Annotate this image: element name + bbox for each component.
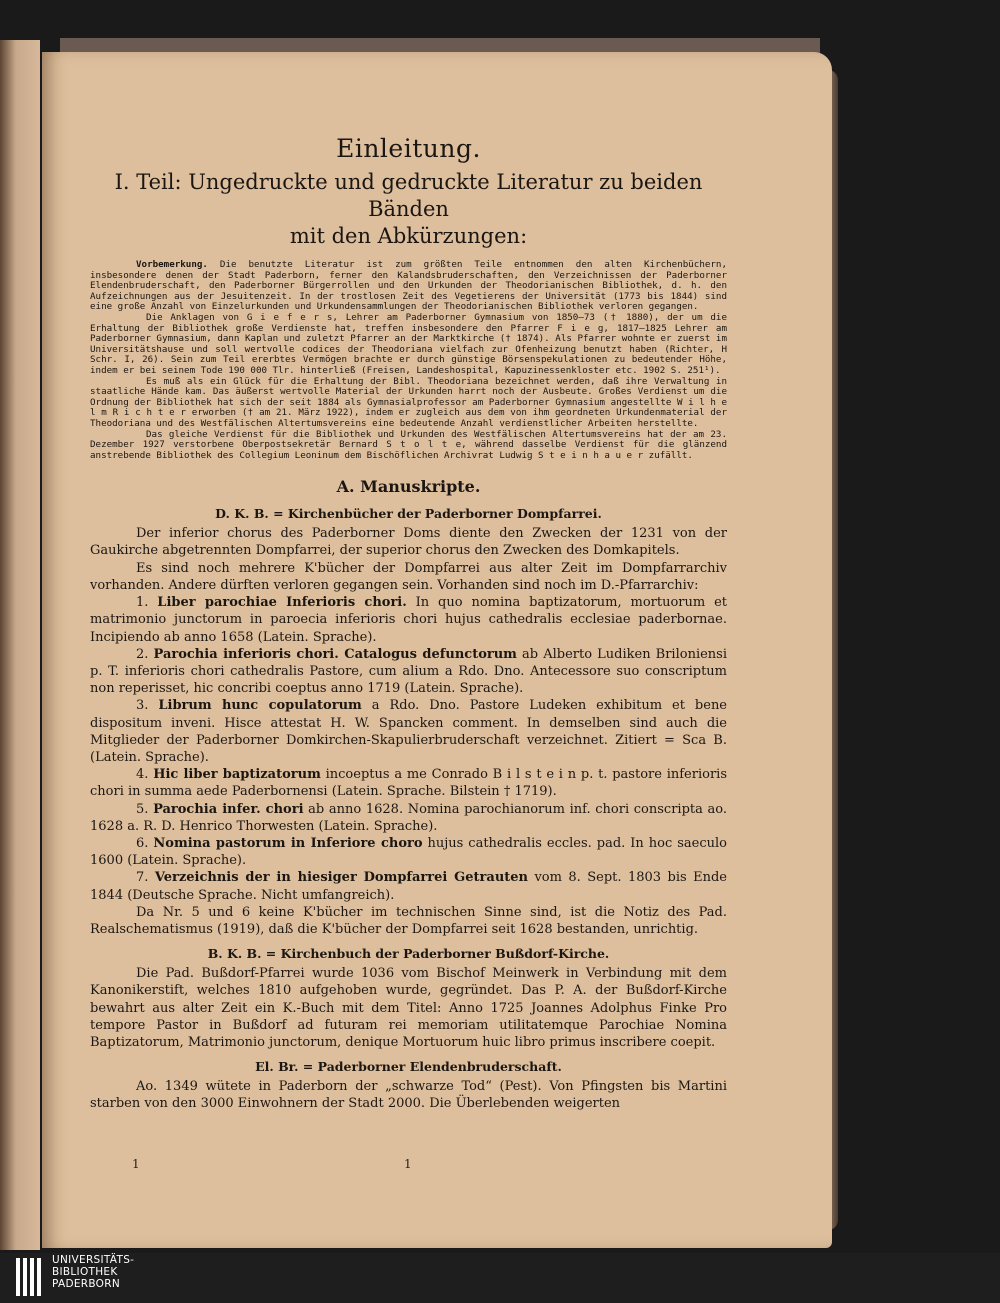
bkb-heading: B. K. B. = Kirchenbuch der Paderborner Bußdorf-Kirche. [207,946,610,962]
dkb-paragraph-3: Da Nr. 5 und 6 keine K'bücher im technischen Sinne sind, ist die Notiz des Pad. Realschematismus (1919), daß die K'bücher der Dompfarrei seit 1628 bestanden, unrichtig. [90,904,727,937]
bkb-body [90,965,727,1051]
dkb-item-text: incoeptus a me Conrado B i l s t e i n p. t. pastore inferioris chori in summa aede Paderbornensi (Latein. Sprache. Bilstein † 1719). [90,767,727,800]
page-title: Einleitung. [336,134,481,163]
dkb-item-text: hujus cathedralis eccles. pad. In hoc saeculo 1600 (Latein. Sprache). [90,835,727,869]
dkb-item-text: In quo nomina baptizatorum, mortuorum et matrimonio junctorum in paroecia inferioris chori hujus cathedralis ecclesiae paderbornae. Incipiendo ab anno 1658 (Latein. Sprache). [90,595,727,645]
dkb-item-title: Hic liber baptizatorum [153,767,321,783]
dkb-item-number: 4. [136,767,149,783]
part-title-line2: mit den Abkürzungen: [289,224,528,248]
bkb-paragraph-1: Die Pad. Bußdorf-Pfarrei wurde 1036 vom Bischof Meinwerk in Verbindung mit dem Kanonikerstift, welches 1810 aufgehoben wurde, gegründet. Das P. A. der Bußdorf-Kirche bewahrt aus alter Zeit ein K.-Buch mit dem Titel: Anno 1725 Joannes Adolphus Finke Pro tempore Pastor in Bußdorf ad futuram rei memoriam utilitatemque Parochiae Nomina Baptizatorum, Matrimonio junctorum, denique Mortuorum huic libro primus inscribere coepit. [90,966,727,1050]
dkb-list-item [90,594,727,646]
preface-paragraph-2: Die Anklagen von G i e f e r s, Lehrer am Paderborner Gymnasium von 1850—73 († 1880), der um die Erhaltung der Bibliothek große Verdienste hat, treffen insbesondere den Pfarrer F i e g, 1817—1825 Lehrer am Paderborner Gymnasium, dann Kaplan und zuletzt Pfarrer an der Marktkirche († 1874). Als Pfarrer wohnte er zuerst im Universitätshause und soll wertvolle codices der Theodoriana vielfach zur Ofenheizung benutzt haben (Richter, H Schr. I, 26). Sein zum Teil ererbtes Vermögen brachte er durch günstige Börsenspekulationen zu bedeutender Höhe, indem er bei seinem Tode 190 000 Tlr. hinterließ (Freisen, Landeshospital, Kapuzinessenkloster etc. 1902 S. 251¹). [90,311,727,376]
dkb-item-text: a Rdo. Dno. Pastore Ludeken exhibitum et bene dispositum inveni. Hisce attestat H. W. Spancken comment. In demselben sind auch die Mitglieder der Paderborner Domkirchen-Skapulierbruderschaft verzeichnet. Zitiert = Sca B. (Latein. Sprache). [90,698,728,765]
dkb-item-title: Nomina pastorum in Inferiore choro [153,835,423,851]
page-content [90,134,727,1113]
library-name-line3: PADERBORN [52,1278,120,1290]
dkb-item-number: 1. [136,595,149,611]
section-a-title: A. Manuskripte. [336,477,481,497]
dkb-item-number: 3. [136,698,149,714]
dkb-item-title: Parochia infer. chori [153,801,304,817]
dkb-list-item [90,835,727,869]
library-name-line2: BIBLIOTHEK [52,1266,118,1278]
footer-left-number: 1 [132,1157,140,1171]
dkb-item-text: ab Alberto Ludiken Briloniensi p. T. inferioris chori cathedralis Pastore, cum alium a Rdo. Dno. Antecessore suo conscriptum non reperisset, hic concribi coeptus anno 1719 (Latein. Sprache). [90,646,727,697]
part-title [90,169,727,250]
elbr-paragraph-1: Ao. 1349 wütete in Paderborn der „schwarze Tod“ (Pest). Von Pfingsten bis Martini starben von den 3000 Einwohnern der Stadt 2000. Die Überlebenden weigerten [90,1079,727,1112]
elbr-body [90,1078,727,1112]
dkb-list-item [90,766,727,800]
dkb-item-text: vom 8. Sept. 1803 bis Ende 1844 (Deutsche Sprache. Nicht umfangreich). [90,870,727,903]
elbr-heading: El. Br. = Paderborner Elendenbruderschaft. [255,1059,562,1075]
dkb-item-text: ab anno 1628. Nomina parochianorum inf. chori conscripta ao. 1628 a. R. D. Henrico Thorwesten (Latein. Sprache). [90,801,727,834]
dkb-body [90,525,727,938]
dkb-heading: D. K. B. = Kirchenbücher der Paderborner Dompfarrei. [215,506,602,522]
preface-lead: Vorbemerkung. [136,259,208,270]
preface-paragraph-3: Es muß als ein Glück für die Erhaltung der Bibl. Theodoriana bezeichnet werden, daß ihre Verwaltung in staatliche Hände kam. Das äußerst wertvolle Material der Urkunden harrt noch der Ausbeute. Großes Verdienst um die Ordnung der Bibliothek hat sich der seit 1884 als Gymnasialprofessor am Paderborner Gymnasium angestellte W i l h e l m R i c h t e r erworben († am 21. März 1922), indem er zugleich aus dem von ihm geordneten Urkundenmaterial der Theodoriana und des Westfälischen Altertumsvereins eine bedeutende Anzahl verdienstlicher Arbeiten herstellte. [90,375,727,429]
dkb-item-title: Parochia inferioris chori. Catalogus defunctorum [153,646,517,662]
dkb-item-number: 5. [136,801,149,817]
dkb-list-item [90,697,727,766]
dkb-item-title: Verzeichnis der in hiesiger Dompfarrei Getrauten [154,870,529,886]
previous-page-edge [0,40,40,1250]
dkb-paragraph-2: Es sind noch mehrere K'bücher der Dompfarrei aus alter Zeit im Dompfarrarchiv vorhanden. Andere dürften verloren gegangen sein. Vorhanden sind noch im D.-Pfarrarchiv: [90,560,727,593]
dkb-list-item [90,801,727,835]
dkb-item-number: 2. [136,646,149,662]
dkb-paragraph-1: Der inferior chorus des Paderborner Doms diente den Zwecken der 1231 von der Gaukirche abgetrennten Dompfarrei, der superior chorus den Zwecken des Domkapitels. [90,526,727,559]
library-name [52,1254,134,1290]
preface-paragraph-4: Das gleiche Verdienst für die Bibliothek und Urkunden des Westfälischen Altertumsvereins hat der am 23. Dezember 1927 verstorbene Oberpostsekretär Bernard S t o l t e, während dasselbe Verdienst für die glänzend anstrebende Bibliothek des Collegium Leoninum dem Bischöflichen Archivrat Ludwig S t e i n h a u e r zufällt. [90,428,727,461]
library-seal-icon [14,1256,46,1298]
dkb-item-title: Liber parochiae Inferioris chori. [157,595,407,611]
dkb-item-list [90,594,727,904]
page-number: 1 [404,1157,412,1171]
dkb-item-number: 7. [136,870,149,886]
dkb-item-number: 6. [136,835,149,851]
library-banner [0,1253,1000,1303]
library-name-line1: UNIVERSITÄTS- [52,1254,135,1266]
dkb-list-item [90,869,727,903]
preface [90,260,727,461]
dkb-item-title: Librum hunc copulatorum [158,698,362,714]
part-title-line1: I. Teil: Ungedruckte und gedruckte Literatur zu beiden Bänden [114,170,703,221]
preface-paragraph-1 [90,260,727,313]
preface-text-1: Die benutzte Literatur ist zum größten Teile entnommen den alten Kirchenbüchern, insbesondere denen der Stadt Paderborn, ferner den Kalandsbruderschaften, den Verzeichnissen der Paderborner Elendenbruderschaft, den Paderborner Bürgerrollen und den Urkunden der Theodorianischen Bibliothek, d. h. den Aufzeichnungen aus der Jesuitenzeit. In der trostlosen Zeit des Vegetierens der Universität (1773 bis 1844) sind eine große Anzahl von Einzelurkunden und Urkundensammlungen der Theodorianischen Bibliothek verloren gegangen. [90,259,727,313]
dkb-list-item [90,646,727,698]
